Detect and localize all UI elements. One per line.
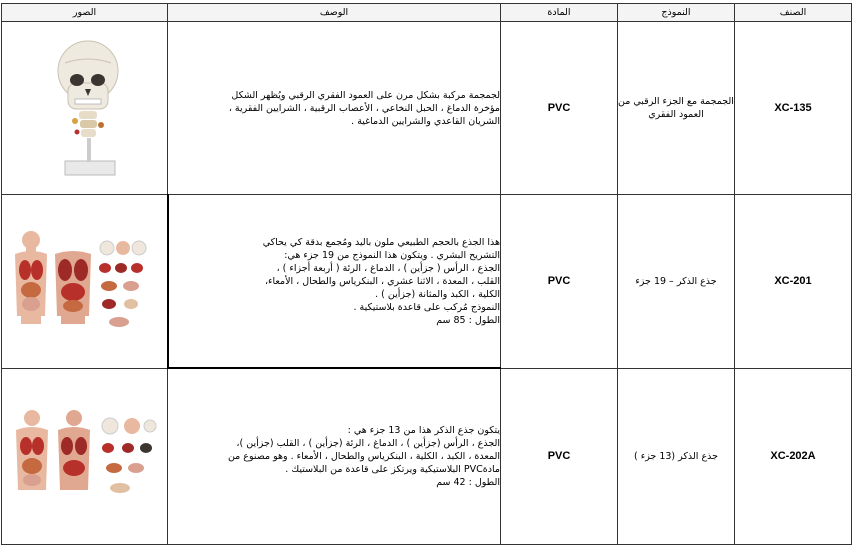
description-line: يتكون جذع الذكر هذا من 13 جزء هي : [347,425,500,436]
description-line: الشريان القاعدي والشرايين الدماغية . [351,115,500,127]
product-image-cell [2,195,168,369]
product-model: جذع الذكر – 19 جزء [618,195,735,369]
skull-model-image [35,33,135,183]
description-line: الطول : 42 سم [436,477,500,488]
product-model: الجمجمة مع الجزء الرقبي من العمود الفقري [618,22,735,195]
description-line: المعدة ، الكبد ، الكلية ، البنكرياس والطحال ، الأمعاء . وهو مصنوع من [227,451,500,462]
header-material: المادة [501,4,618,22]
product-image-cell [2,22,168,195]
description-line: القلب ، المعدة ، الاثنا عشري ، البنكرياس والطحال ، الأمعاء، [264,275,500,287]
product-code: XC-202A [735,368,852,545]
table-row [2,195,852,369]
torso-13-parts-image [10,406,160,506]
product-description [168,368,501,545]
description-line: الجذع ، الرأس (جزأين ) ، الدماغ ، الرئة (جزأين ) ، القلب (جزأين )، [236,438,500,449]
description-line: الكلية ، الكبد والمثانة (جزأين ) . [375,288,500,300]
header-row [2,4,852,22]
header-model: النموذج [618,4,735,22]
product-model: جذع الذكر (13 جزء ) [618,368,735,545]
table-row [2,368,852,545]
description-line: النموذج مُركب على قاعدة بلاستيكية . [353,301,500,313]
product-material: PVC [501,368,618,545]
description-line: الطول : 85 سم [436,314,500,326]
product-catalog-table [1,3,852,545]
description-line: هذا الجذع بالحجم الطبيعي ملون باليد ومُجمع بدقة كي يحاكي [262,236,500,248]
description-line: الجذع ، الرأس ( جزأين ) ، الدماغ ، الرئة ( أربعة أجزاء ) ، [276,262,500,274]
table-row [2,22,852,195]
description-line: لجمجمة مركبة بشكل مرن على العمود الفقري الرقبي ويُظهر الشكل [231,89,500,101]
description-line: مادةPVC البلاستيكية ويرتكز على قاعدة من البلاستيك . [285,464,500,475]
header-description: الوصف [168,4,501,22]
header-category: الصنف [735,4,852,22]
description-line: مؤخرة الدماغ ، الحبل النخاعي ، الأعصاب الرقبية ، الشرايين الفقرية ، [228,102,500,114]
product-description [168,195,501,369]
product-image-cell [2,368,168,545]
torso-19-parts-image [9,226,159,336]
description-line: التشريح البشري . ويتكون هذا النموذج من 19 جزء هي: [284,249,500,261]
product-material: PVC [501,22,618,195]
header-images: الصور [2,4,168,22]
product-code: XC-135 [735,22,852,195]
product-material: PVC [501,195,618,369]
product-description [168,22,501,195]
product-code: XC-201 [735,195,852,369]
